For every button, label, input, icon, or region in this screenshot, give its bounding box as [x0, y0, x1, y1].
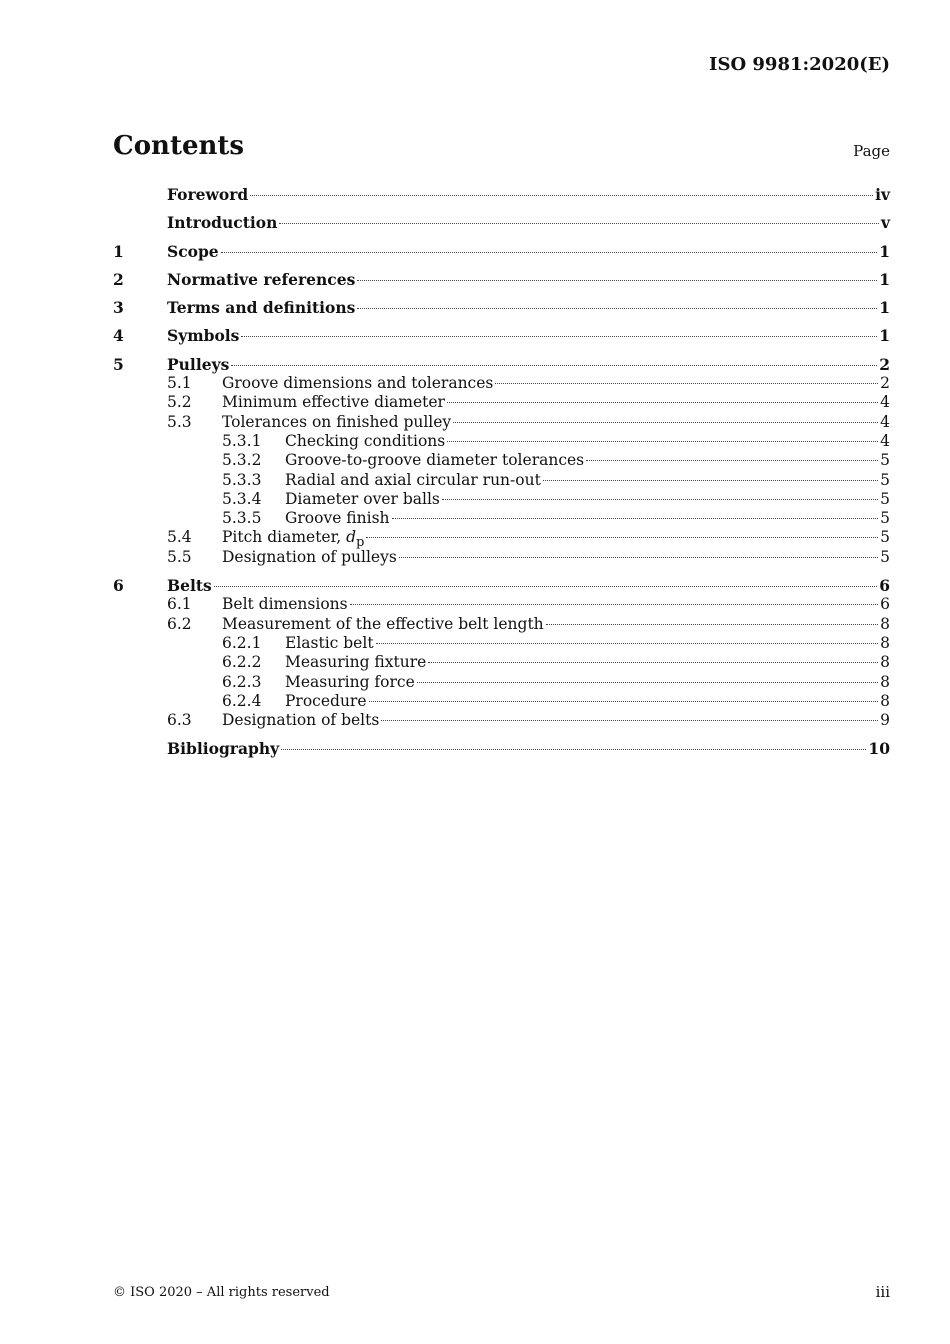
dot-leader [279, 223, 879, 224]
toc-entry[interactable] [113, 653, 890, 672]
page-title: Contents [113, 131, 245, 161]
toc-entry-page: 5 [880, 528, 890, 547]
document-id: ISO 9981:2020(E) [709, 54, 890, 75]
toc-entry-page: 8 [880, 691, 890, 710]
toc-entry-page: 9 [880, 711, 890, 730]
toc-entry-page: 2 [879, 354, 890, 374]
toc-entry-number: 3 [113, 298, 124, 318]
dot-leader [428, 662, 878, 663]
dot-leader [221, 252, 878, 253]
dot-leader [250, 195, 873, 196]
toc-entry-label: Designation of belts [222, 711, 380, 730]
toc-entry[interactable] [113, 242, 890, 261]
toc-entry-page: 6 [880, 595, 890, 614]
toc-entry-number: 5.3.4 [222, 489, 262, 508]
toc-entry-label: Pulleys [167, 354, 230, 374]
toc-entry[interactable] [113, 634, 890, 653]
toc-entry-number: 5.5 [167, 547, 192, 566]
toc-entry[interactable] [113, 490, 890, 509]
dot-leader [417, 682, 878, 683]
dot-leader [392, 518, 879, 519]
toc-entry-page: 5 [880, 547, 890, 566]
toc-entry-label: Measuring fixture [285, 653, 427, 672]
toc-entry-label: Designation of pulleys [222, 547, 397, 566]
toc-entry-number: 6.2.3 [222, 672, 262, 691]
toc-entry-label: Groove-to-groove diameter tolerances [285, 451, 585, 470]
toc-entry-label: Checking conditions [285, 431, 446, 450]
toc-entry-number: 6.2.4 [222, 691, 262, 710]
toc-entry-label: Radial and axial circular run-out [285, 470, 541, 489]
dot-leader [586, 460, 878, 461]
dot-leader [369, 701, 879, 702]
toc-entry-label: Normative references [167, 269, 356, 289]
dot-leader [381, 720, 878, 721]
toc-entry[interactable] [113, 270, 890, 289]
toc-entry-number: 5.1 [167, 374, 192, 393]
toc-entry-label: Belt dimensions [222, 595, 348, 614]
toc-entry-page: 8 [880, 633, 890, 652]
dot-leader [546, 624, 878, 625]
toc-entry[interactable] [113, 374, 890, 393]
dot-leader [241, 336, 877, 337]
toc-entry-page: 5 [880, 451, 890, 470]
toc-entry-page: 10 [868, 739, 890, 759]
toc-entry[interactable] [113, 548, 890, 567]
toc-entry-label: Belts [167, 576, 212, 596]
dot-leader [543, 480, 878, 481]
toc-entry-label: Bibliography [167, 739, 280, 759]
toc-entry-page: 1 [879, 326, 890, 346]
toc-entry-label: Measuring force [285, 672, 415, 691]
toc-entry-number: 6.2 [167, 614, 192, 633]
toc-entry-number: 5 [113, 354, 124, 374]
toc-entry[interactable] [113, 739, 890, 758]
toc-entry-number: 5.3.3 [222, 470, 262, 489]
toc-entry-label: Tolerances on finished pulley [222, 412, 452, 431]
toc-entry-label: Groove dimensions and tolerances [222, 374, 494, 393]
toc-entry-label: Elastic belt [285, 633, 374, 652]
table-of-contents [113, 185, 890, 759]
toc-entry-page: 6 [879, 576, 890, 596]
dot-leader [357, 308, 877, 309]
toc-entry-label: Foreword [167, 185, 249, 204]
toc-entry-label: Pitch diameter, $d_p$ [222, 528, 365, 551]
toc-entry[interactable] [113, 673, 890, 692]
dot-leader [453, 422, 878, 423]
toc-entry-page: 4 [880, 393, 890, 412]
toc-entry-page: 5 [880, 489, 890, 508]
dot-leader [357, 280, 877, 281]
toc-entry-page: 8 [880, 653, 890, 672]
toc-entry-number: 5.2 [167, 393, 192, 412]
toc-entry-page: 4 [880, 431, 890, 450]
toc-entry-number: 6.2.1 [222, 633, 262, 652]
toc-entry-number: 6.2.2 [222, 653, 262, 672]
dot-leader [214, 586, 877, 587]
toc-entry-page: 1 [879, 269, 890, 289]
toc-entry-number: 4 [113, 326, 124, 346]
toc-entry-number: 5.3.1 [222, 431, 262, 450]
toc-entry-page: 1 [879, 241, 890, 261]
toc-entry[interactable] [113, 185, 890, 204]
toc-entry[interactable] [113, 213, 890, 232]
toc-entry-label: Scope [167, 241, 219, 261]
toc-entry-label: Terms and definitions [167, 298, 356, 318]
toc-entry[interactable] [113, 432, 890, 451]
page-number: iii [875, 1283, 890, 1301]
toc-entry-label: Introduction [167, 213, 278, 233]
toc-entry[interactable] [113, 393, 890, 412]
toc-entry-page: 8 [880, 672, 890, 691]
toc-entry[interactable] [113, 298, 890, 317]
toc-entry-number: 6 [113, 576, 124, 596]
dot-leader [495, 383, 878, 384]
toc-entry-page: v [880, 213, 890, 233]
toc-entry-label: Groove finish [285, 509, 390, 528]
toc-entry[interactable] [113, 615, 890, 634]
toc-entry-number: 5.3.5 [222, 509, 262, 528]
toc-entry-page: 2 [880, 374, 890, 393]
toc-entry-number: 5.3 [167, 412, 192, 431]
dot-leader [447, 441, 878, 442]
dot-leader [366, 537, 878, 538]
toc-entry[interactable] [113, 595, 890, 614]
toc-entry[interactable] [113, 413, 890, 432]
toc-entry-page: 5 [880, 470, 890, 489]
toc-entry[interactable] [113, 451, 890, 470]
toc-entry-page: 1 [879, 298, 890, 318]
dot-leader [281, 749, 866, 750]
toc-entry-page: 8 [880, 614, 890, 633]
dot-leader [447, 402, 878, 403]
toc-entry-number: 5.4 [167, 528, 192, 547]
toc-entry-number: 2 [113, 269, 124, 289]
toc-entry-page: 5 [880, 509, 890, 528]
toc-entry-label: Symbols [167, 326, 240, 346]
toc-entry-page: 4 [880, 412, 890, 431]
toc-entry[interactable] [113, 576, 890, 595]
toc-entry-label: Diameter over balls [285, 489, 440, 508]
copyright-notice: © ISO 2020 – All rights reserved [113, 1285, 330, 1300]
toc-entry-number: 5.3.2 [222, 451, 262, 470]
dot-leader [442, 499, 878, 500]
toc-entry[interactable] [113, 528, 890, 551]
toc-entry[interactable] [113, 509, 890, 528]
dot-leader [376, 643, 879, 644]
toc-entry[interactable] [113, 471, 890, 490]
toc-entry[interactable] [113, 355, 890, 374]
toc-entry-label: Minimum effective diameter [222, 393, 445, 412]
toc-entry-label: Measurement of the effective belt length [222, 614, 544, 633]
toc-entry-number: 6.1 [167, 595, 192, 614]
page-column-label: Page [853, 142, 890, 160]
dot-leader [350, 604, 879, 605]
toc-entry-label: Procedure [285, 691, 367, 710]
toc-entry[interactable] [113, 692, 890, 711]
toc-entry-page: iv [875, 185, 890, 204]
dot-leader [399, 557, 878, 558]
dot-leader [231, 365, 877, 366]
toc-entry-number: 1 [113, 241, 124, 261]
toc-entry-number: 6.3 [167, 711, 192, 730]
toc-entry[interactable] [113, 326, 890, 345]
toc-entry[interactable] [113, 711, 890, 730]
